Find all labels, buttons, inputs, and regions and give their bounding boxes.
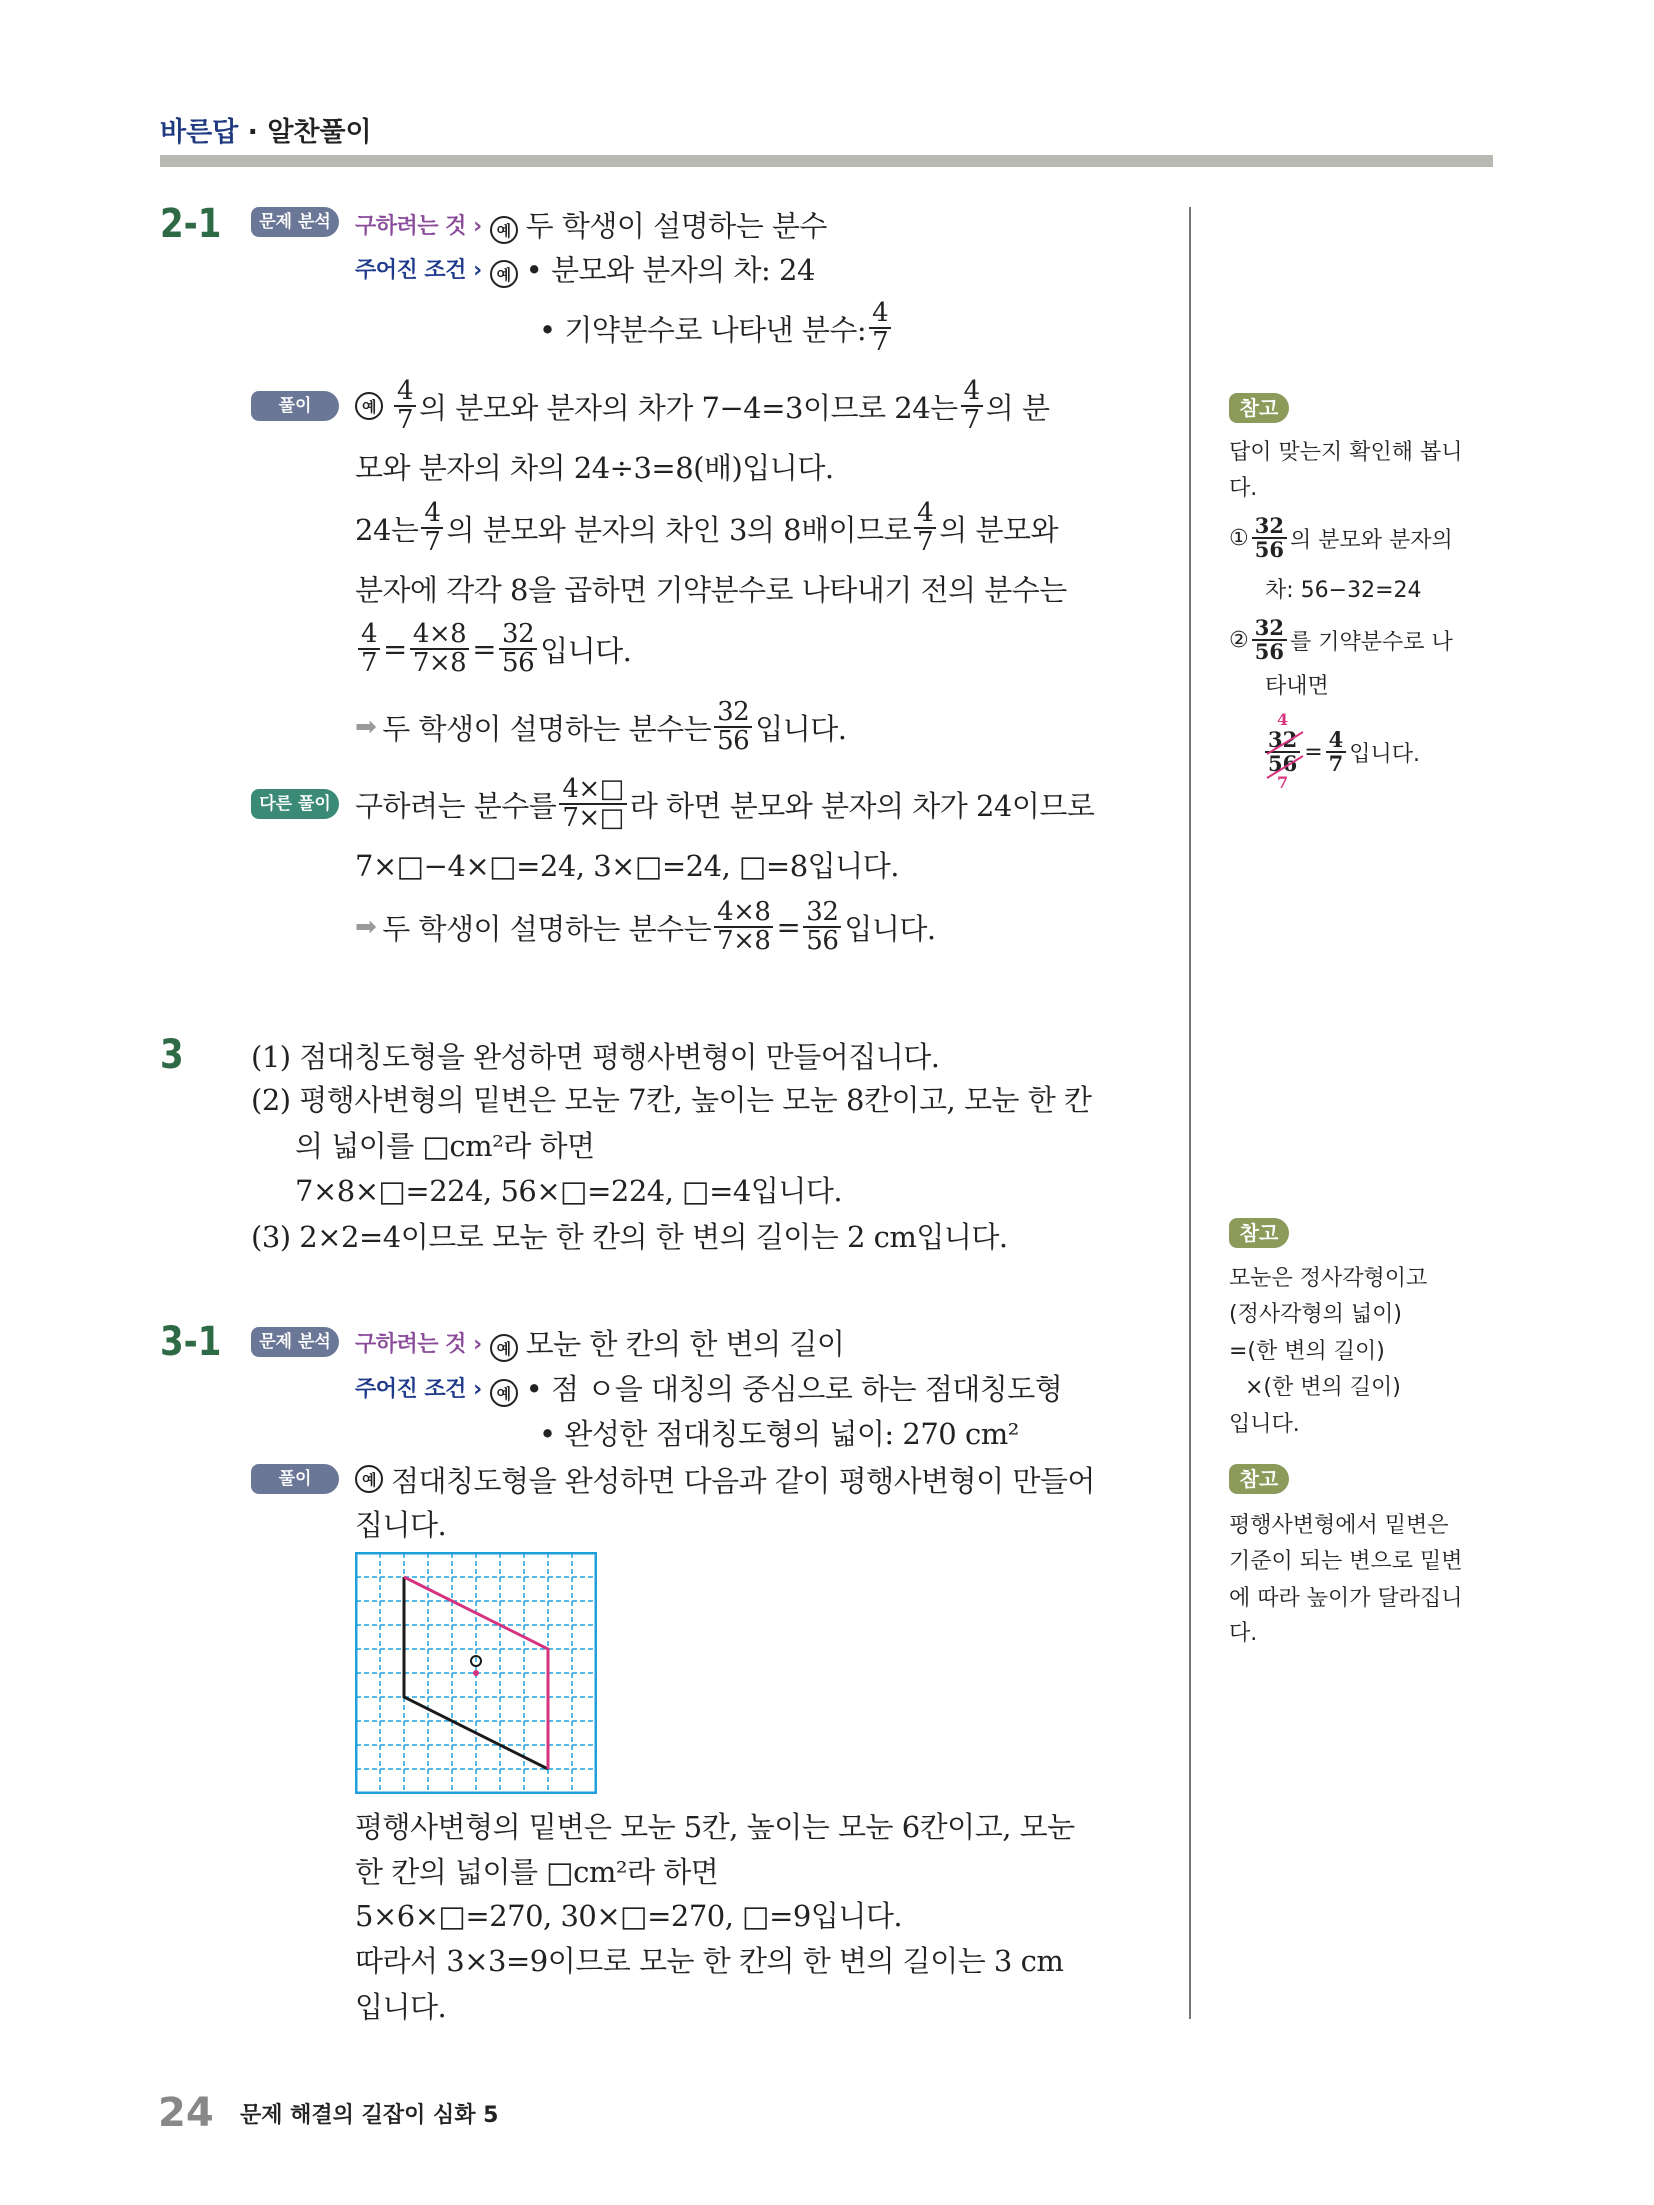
fraction bbox=[914, 497, 936, 557]
text-run: 입니다. bbox=[1229, 1411, 1300, 1437]
example-mark-icon: 예 bbox=[490, 1379, 518, 1407]
reference-badge: 참고 bbox=[1229, 1464, 1289, 1494]
text-run: 5×6×□=270, 30×□=270, □=9입니다. bbox=[355, 1898, 903, 1933]
text-run: 차: 56−32=24 bbox=[1265, 577, 1422, 603]
denominator: 7 bbox=[872, 327, 889, 357]
text-run: 의 넓이를 □cm²라 하면 bbox=[295, 1128, 595, 1163]
goal-label: 구하려는 것 › bbox=[355, 213, 482, 239]
solution-badge: 풀이 bbox=[251, 1464, 339, 1494]
text-run: 구하려는 분수를 bbox=[355, 788, 557, 823]
text-run: 의 분모와 분자의 차가 7−4=3이므로 24는 bbox=[419, 390, 958, 425]
fraction bbox=[358, 618, 380, 678]
fraction bbox=[421, 497, 443, 557]
denominator: 7×8 bbox=[717, 926, 771, 956]
text-run: 한 칸의 넓이를 □cm²라 하면 bbox=[355, 1854, 719, 1889]
solution-badge: 풀이 bbox=[251, 391, 339, 421]
reference-badge: 참고 bbox=[1229, 393, 1289, 423]
text-run: 따라서 3×3=9이므로 모눈 한 칸의 한 변의 길이는 3 cm bbox=[355, 1943, 1064, 1978]
text-run: 점대칭도형을 완성하면 다음과 같이 평행사변형이 만들어 bbox=[391, 1463, 1095, 1498]
denominator: 56 bbox=[806, 926, 839, 956]
header-sep: · bbox=[238, 117, 268, 148]
text-run: 를 기약분수로 나 bbox=[1289, 629, 1453, 655]
text-run: = bbox=[383, 632, 407, 666]
problem-number: 3 bbox=[160, 1032, 184, 1078]
arrow-right-icon: ➡ bbox=[355, 712, 377, 742]
fraction bbox=[499, 618, 537, 678]
text-run: 에 따라 높이가 달라집니 bbox=[1229, 1585, 1463, 1611]
fraction bbox=[410, 618, 469, 678]
condition-line bbox=[539, 297, 894, 357]
solution-line bbox=[355, 1457, 1095, 1501]
note-line bbox=[1229, 1404, 1300, 1440]
note-line bbox=[1229, 1505, 1449, 1541]
denominator: 7 bbox=[397, 405, 414, 435]
note-line bbox=[1229, 512, 1453, 562]
note-line bbox=[1229, 432, 1463, 468]
header-title-a: 바른답 bbox=[160, 117, 239, 148]
denominator: 7×8 bbox=[412, 648, 467, 678]
text-run: 라 하면 분모와 분자의 차가 24이므로 bbox=[629, 788, 1095, 823]
numerator: 4×8 bbox=[714, 899, 773, 928]
text-run: 입니다. bbox=[540, 633, 632, 668]
example-mark-icon: 예 bbox=[490, 1334, 518, 1362]
text-run: = bbox=[472, 632, 497, 666]
text-run: • 분모와 분자의 차: 24 bbox=[525, 252, 815, 287]
solution-line bbox=[295, 1167, 842, 1211]
grid-figure bbox=[355, 1552, 597, 1794]
text-run: (1) 점대칭도형을 완성하면 평행사변형이 만들어집니다. bbox=[251, 1039, 940, 1074]
solution-line bbox=[355, 497, 1058, 557]
alt-solution-line bbox=[355, 842, 899, 886]
note-line bbox=[1265, 570, 1422, 606]
solution-line bbox=[355, 1937, 1063, 1981]
solution-line bbox=[251, 1076, 1091, 1120]
fraction bbox=[803, 896, 841, 956]
header-title-b: 알찬풀이 bbox=[267, 117, 372, 148]
text-run: 답이 맞는지 확인해 봅니 bbox=[1229, 439, 1463, 465]
text-run: 7×□−4×□=24, 3×□=24, □=8입니다. bbox=[355, 848, 899, 883]
text-run: 평행사변형의 밑변은 모눈 5칸, 높이는 모눈 6칸이고, 모눈 bbox=[355, 1809, 1075, 1844]
condition-line bbox=[539, 1410, 1019, 1454]
numerator: 4 bbox=[961, 378, 983, 407]
example-mark-icon: 예 bbox=[490, 260, 518, 288]
text-run: 다. bbox=[1229, 475, 1258, 501]
text-run: 두 학생이 설명하는 분수는 bbox=[382, 911, 712, 946]
text-run: 모눈 한 칸의 한 변의 길이 bbox=[525, 1326, 845, 1361]
analysis-badge: 문제 분석 bbox=[251, 207, 339, 237]
note-line bbox=[1245, 1367, 1401, 1403]
text-run: 입니다. bbox=[1349, 741, 1421, 767]
numerator: 32 bbox=[499, 621, 537, 650]
fraction bbox=[559, 773, 626, 833]
note-line bbox=[1229, 1331, 1385, 1367]
numerator: 32 bbox=[1252, 515, 1287, 539]
numerator: 4 bbox=[394, 378, 416, 407]
page-header bbox=[160, 110, 372, 149]
text-run: ② bbox=[1229, 627, 1249, 653]
denominator: 7×□ bbox=[562, 803, 624, 833]
denominator: 56 bbox=[1254, 537, 1284, 562]
denominator: 7 bbox=[917, 527, 934, 557]
denominator: 56 bbox=[717, 726, 750, 756]
text-run: 분자에 각각 8을 곱하면 기약분수로 나타내기 전의 분수는 bbox=[355, 572, 1067, 607]
text-run: 입니다. bbox=[755, 711, 847, 746]
text-run: 의 분 bbox=[985, 390, 1050, 425]
solution-line bbox=[355, 1892, 902, 1936]
text-run: (3) 2×2=4이므로 모눈 한 칸의 한 변의 길이는 2 cm입니다. bbox=[251, 1219, 1008, 1254]
note-line bbox=[1229, 1578, 1463, 1614]
fraction bbox=[869, 297, 891, 357]
fraction bbox=[394, 375, 416, 435]
numerator: 4×8 bbox=[410, 621, 469, 650]
numerator: 4 bbox=[1326, 729, 1347, 753]
problem-number: 3-1 bbox=[160, 1319, 222, 1365]
analysis-badge: 문제 분석 bbox=[251, 1327, 339, 1357]
solution-line bbox=[355, 1803, 1075, 1847]
fraction bbox=[1252, 512, 1287, 562]
original-numerator: 32 bbox=[1265, 729, 1300, 753]
denominator: 7 bbox=[963, 405, 980, 435]
fraction bbox=[961, 375, 983, 435]
numerator: 32 bbox=[803, 899, 841, 928]
text-run: = bbox=[1304, 739, 1323, 765]
text-run: 기준이 되는 변으로 밑변 bbox=[1229, 1548, 1463, 1574]
text-run: 다. bbox=[1229, 1620, 1258, 1646]
text-run: 입니다. bbox=[355, 1989, 447, 2024]
fraction bbox=[714, 696, 752, 756]
text-run: 의 분모와 분자의 bbox=[1289, 527, 1453, 553]
note-line bbox=[1229, 614, 1453, 664]
text-run: 입니다. bbox=[844, 911, 936, 946]
text-run: • 완성한 점대칭도형의 넓이: 270 cm² bbox=[539, 1416, 1019, 1451]
condition-label: 주어진 조건 › bbox=[355, 1376, 482, 1402]
text-run: 타내면 bbox=[1265, 673, 1329, 699]
column-divider bbox=[1189, 207, 1191, 2019]
text-run: 의 분모와 분자의 차인 3의 8배이므로 bbox=[446, 512, 912, 547]
answer-line bbox=[355, 896, 936, 956]
text-run: ×(한 변의 길이) bbox=[1245, 1374, 1401, 1400]
goal-label: 구하려는 것 › bbox=[355, 1331, 482, 1357]
condition-label: 주어진 조건 › bbox=[355, 257, 482, 283]
text-run: =(한 변의 길이) bbox=[1229, 1338, 1385, 1364]
fraction bbox=[714, 896, 773, 956]
solution-line bbox=[355, 444, 834, 488]
denominator: 7 bbox=[1328, 751, 1344, 776]
note-line bbox=[1265, 710, 1420, 794]
solution-line bbox=[355, 566, 1067, 610]
solution-line bbox=[295, 1122, 595, 1166]
reduced-numerator: 4 bbox=[1277, 710, 1289, 730]
page-number: 24 bbox=[158, 2090, 214, 2136]
text-run: 모눈은 정사각형이고 bbox=[1229, 1265, 1428, 1291]
strike-marks-icon bbox=[1265, 712, 1305, 796]
denominator: 56 bbox=[502, 648, 535, 678]
solution-line bbox=[355, 1501, 446, 1545]
example-mark-icon: 예 bbox=[355, 1465, 383, 1493]
text-run: (정사각형의 넓이) bbox=[1229, 1301, 1402, 1327]
solution-line bbox=[251, 1213, 1008, 1257]
goal-line bbox=[355, 202, 827, 246]
problem-number: 2-1 bbox=[160, 201, 222, 247]
alt-solution-badge: 다른 풀이 bbox=[251, 789, 339, 819]
condition-line bbox=[355, 1365, 1062, 1409]
numerator: 32 bbox=[714, 699, 752, 728]
numerator: 4 bbox=[869, 300, 891, 329]
example-mark-icon: 예 bbox=[490, 216, 518, 244]
solution-line bbox=[355, 375, 1050, 435]
text-run: 두 학생이 설명하는 분수 bbox=[525, 208, 827, 243]
note-line bbox=[1229, 468, 1257, 504]
original-denominator: 56 bbox=[1268, 751, 1298, 776]
note-line bbox=[1229, 1258, 1427, 1294]
solution-line bbox=[251, 1033, 939, 1077]
fraction bbox=[1326, 726, 1347, 776]
text-run: 평행사변형에서 밑변은 bbox=[1229, 1512, 1449, 1538]
text-run: 집니다. bbox=[355, 1507, 447, 1542]
note-line bbox=[1229, 1613, 1257, 1649]
text-run: • 점 ㅇ을 대칭의 중심으로 하는 점대칭도형 bbox=[525, 1371, 1063, 1406]
numerator: 4×□ bbox=[559, 776, 626, 805]
book-title: 문제 해결의 길잡이 심화 5 bbox=[240, 2103, 499, 2128]
answer-line bbox=[355, 696, 847, 756]
note-line bbox=[1229, 1541, 1463, 1577]
header-rule bbox=[160, 155, 1493, 167]
alt-solution-line bbox=[355, 773, 1095, 833]
numerator: 4 bbox=[421, 500, 443, 529]
center-dot bbox=[473, 1670, 479, 1676]
cancelled-fraction bbox=[1265, 712, 1300, 792]
goal-line bbox=[355, 1320, 844, 1364]
text-run: = bbox=[776, 910, 801, 944]
text-run: • 기약분수로 나타낸 분수: bbox=[539, 312, 867, 347]
denominator: 7 bbox=[424, 527, 441, 557]
numerator: 4 bbox=[914, 500, 936, 529]
condition-line bbox=[355, 246, 815, 290]
note-line bbox=[1229, 1294, 1402, 1330]
solution-line bbox=[355, 1848, 718, 1892]
solution-line bbox=[355, 618, 632, 678]
note-line bbox=[1265, 666, 1329, 702]
reference-badge: 참고 bbox=[1229, 1218, 1289, 1248]
text-run: 의 분모와 bbox=[939, 512, 1058, 547]
denominator: 56 bbox=[1254, 639, 1284, 664]
numerator: 32 bbox=[1252, 617, 1287, 641]
text-run: 7×8×□=224, 56×□=224, □=4입니다. bbox=[295, 1173, 843, 1208]
text-run: (2) 평행사변형의 밑변은 모눈 7칸, 높이는 모눈 8칸이고, 모눈 한 칸 bbox=[251, 1082, 1092, 1117]
text-run: 두 학생이 설명하는 분수는 bbox=[382, 711, 712, 746]
text-run: ① bbox=[1229, 525, 1249, 551]
example-mark-icon: 예 bbox=[355, 392, 383, 420]
numerator: 4 bbox=[358, 621, 380, 650]
denominator: 7 bbox=[361, 648, 378, 678]
reduced-denominator: 7 bbox=[1277, 773, 1289, 793]
fraction bbox=[1252, 614, 1287, 664]
arrow-right-icon: ➡ bbox=[355, 912, 377, 942]
text-run: 모와 분자의 차의 24÷3=8(배)입니다. bbox=[355, 450, 834, 485]
text-run: 24는 bbox=[355, 512, 419, 547]
solution-line bbox=[355, 1983, 446, 2027]
